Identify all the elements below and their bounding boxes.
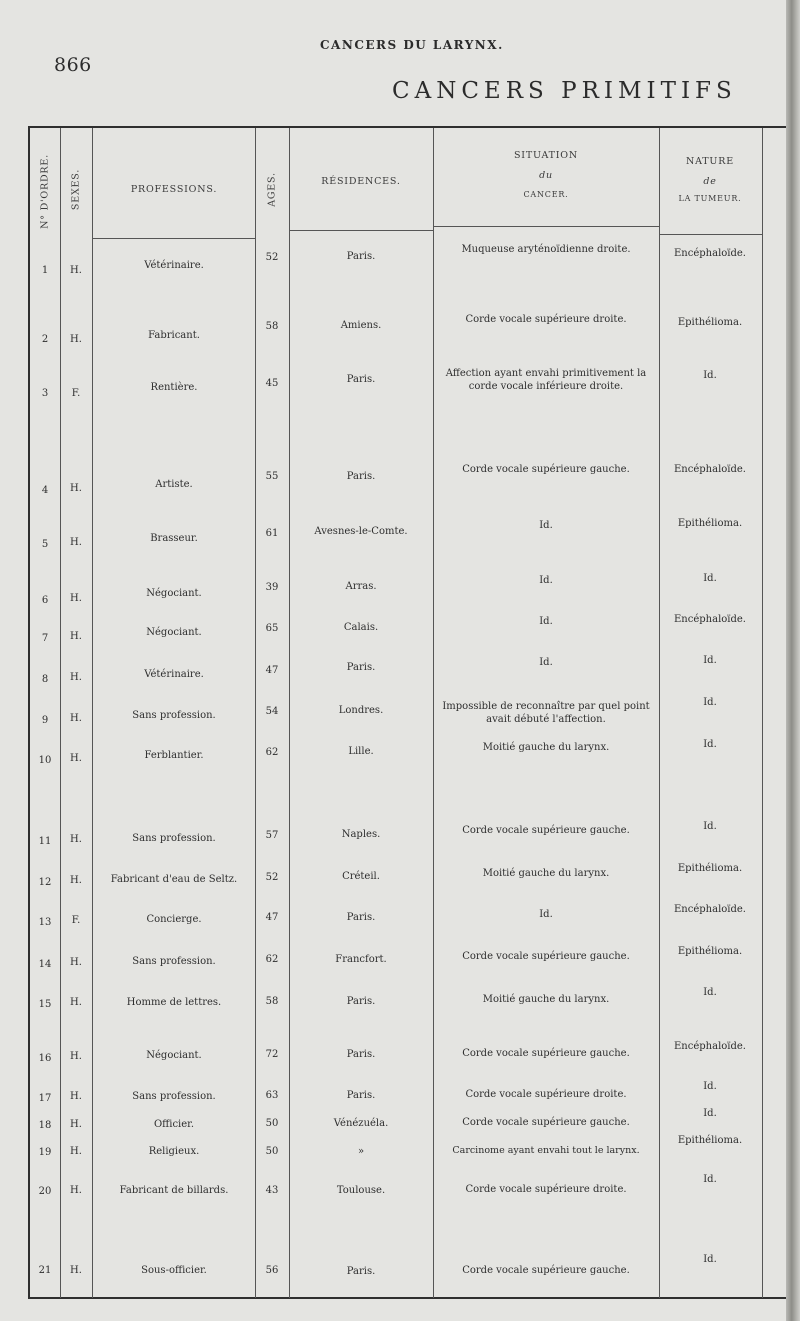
- row-residence: Avesnes-le-Comte.: [314, 526, 408, 537]
- header-nature-2: de: [703, 176, 717, 187]
- row-residence: Paris.: [346, 374, 376, 385]
- row-situation: Id.: [539, 520, 553, 531]
- row-number: 13: [38, 917, 52, 928]
- row-profession: Vétérinaire.: [144, 669, 204, 680]
- row-sex: H.: [70, 713, 82, 724]
- row-sex: H.: [70, 593, 82, 604]
- row-residence: Lille.: [348, 746, 374, 757]
- row-age: 55: [265, 471, 279, 482]
- row-nature: Epithélioma.: [677, 317, 743, 328]
- row-nature: Id.: [703, 1254, 717, 1265]
- row-profession: Sans profession.: [132, 833, 216, 844]
- row-nature: Id.: [703, 573, 717, 584]
- row-residence: Paris.: [346, 1049, 376, 1060]
- row-profession: Vétérinaire.: [144, 260, 204, 271]
- row-situation: Corde vocale supérieure gauche.: [462, 1117, 630, 1128]
- row-number: 20: [38, 1186, 52, 1197]
- row-profession: Sous-officier.: [141, 1265, 207, 1276]
- row-situation: Moitié gauche du larynx.: [482, 994, 610, 1005]
- row-profession: Négociant.: [146, 588, 202, 599]
- row-age: 47: [265, 665, 279, 676]
- row-profession: Fabricant.: [148, 330, 200, 341]
- section-title: CANCERS PRIMITIFS: [392, 78, 737, 104]
- row-number: 12: [38, 877, 52, 888]
- row-nature: Id.: [703, 1174, 717, 1185]
- header-situation-2: du: [539, 170, 553, 181]
- header-rule: [659, 234, 763, 235]
- row-number: 5: [41, 539, 49, 550]
- row-residence: Paris.: [346, 1090, 376, 1101]
- row-residence: Paris.: [346, 471, 376, 482]
- row-situation: Moitié gauche du larynx.: [482, 742, 610, 753]
- row-number: 7: [41, 633, 49, 644]
- row-profession: Religieux.: [148, 1146, 200, 1157]
- row-situation: Id.: [539, 909, 553, 920]
- row-sex: H.: [70, 1091, 82, 1102]
- row-age: 61: [265, 528, 279, 539]
- row-situation: Muqueuse aryténoïdienne droite.: [461, 244, 631, 255]
- row-situation: Corde vocale supérieure gauche.: [462, 1048, 630, 1059]
- row-age: 39: [265, 582, 279, 593]
- row-situation: Moitié gauche du larynx.: [482, 868, 610, 879]
- header-age: AGES.: [266, 172, 278, 207]
- row-profession: Rentière.: [150, 382, 198, 393]
- row-age: 43: [265, 1185, 279, 1196]
- row-age: 58: [265, 996, 279, 1007]
- row-profession: Brasseur.: [150, 533, 198, 544]
- row-residence: Paris.: [346, 996, 376, 1007]
- row-residence: Paris.: [346, 912, 376, 923]
- row-residence: Francfort.: [335, 954, 387, 965]
- row-nature: Id.: [703, 1081, 717, 1092]
- row-nature: Id.: [703, 655, 717, 666]
- header-residence: RÉSIDENCES.: [321, 176, 401, 187]
- row-nature: Epithélioma.: [677, 1135, 743, 1146]
- header-situation-1: SITUATION: [513, 150, 579, 161]
- row-sex: H.: [70, 957, 82, 968]
- row-residence: Naples.: [341, 829, 381, 840]
- row-number: 1: [41, 265, 49, 276]
- row-nature: Epithélioma.: [677, 863, 743, 874]
- row-residence: Paris.: [346, 1266, 376, 1277]
- row-sex: H.: [70, 265, 82, 276]
- row-number: 21: [38, 1265, 52, 1276]
- row-age: 54: [265, 706, 279, 717]
- row-age: 50: [265, 1118, 279, 1129]
- row-nature: Id.: [703, 987, 717, 998]
- row-sex: F.: [71, 915, 81, 926]
- row-situation: Corde vocale supérieure gauche.: [462, 951, 630, 962]
- row-age: 62: [265, 954, 279, 965]
- column-rule: [92, 128, 93, 1298]
- row-situation: Carcinome ayant envahi tout le larynx.: [452, 1145, 640, 1156]
- row-number: 19: [38, 1147, 52, 1158]
- row-residence: Arras.: [345, 581, 377, 592]
- row-number: 3: [41, 388, 49, 399]
- row-situation: Corde vocale supérieure gauche.: [462, 1265, 630, 1276]
- row-age: 45: [265, 378, 279, 389]
- row-situation: Corde vocale supérieure droite.: [465, 314, 627, 325]
- row-nature: Encéphaloïde.: [674, 1041, 746, 1052]
- row-number: 4: [41, 485, 49, 496]
- column-rule: [659, 128, 660, 1298]
- header-sex: SEXES.: [70, 168, 82, 211]
- row-nature: Id.: [703, 370, 717, 381]
- row-profession: Concierge.: [146, 914, 202, 925]
- row-residence: Londres.: [338, 705, 384, 716]
- row-sex: H.: [70, 875, 82, 886]
- header-number: N° D'ORDRE.: [39, 154, 51, 229]
- row-age: 52: [265, 252, 279, 263]
- row-number: 8: [41, 674, 49, 685]
- row-nature: Encéphaloïde.: [674, 904, 746, 915]
- row-profession: Homme de lettres.: [126, 997, 222, 1008]
- header-situation-3: CANCER.: [523, 190, 569, 199]
- row-sex: H.: [70, 334, 82, 345]
- header-profession: PROFESSIONS.: [130, 184, 218, 195]
- row-residence: Créteil.: [342, 871, 380, 882]
- row-residence: Toulouse.: [336, 1185, 386, 1196]
- row-number: 14: [38, 959, 52, 970]
- row-profession: Négociant.: [146, 627, 202, 638]
- row-age: 57: [265, 830, 279, 841]
- row-sex: H.: [70, 997, 82, 1008]
- row-sex: F.: [71, 388, 81, 399]
- row-number: 10: [38, 755, 52, 766]
- column-rule: [762, 128, 763, 1298]
- row-sex: H.: [70, 1119, 82, 1130]
- header-rule: [92, 238, 256, 239]
- row-residence: Amiens.: [340, 320, 382, 331]
- row-age: 65: [265, 623, 279, 634]
- book-gutter-edge: [786, 0, 800, 1321]
- row-profession: Fabricant de billards.: [119, 1185, 229, 1196]
- row-residence: Calais.: [343, 622, 379, 633]
- row-nature: Id.: [703, 697, 717, 708]
- row-age: 72: [265, 1049, 279, 1060]
- row-number: 2: [41, 334, 49, 345]
- row-situation: Id.: [539, 657, 553, 668]
- header-nature-1: NATURE: [686, 156, 734, 167]
- row-age: 52: [265, 872, 279, 883]
- row-sex: H.: [70, 753, 82, 764]
- row-number: 17: [38, 1093, 52, 1104]
- row-nature: Encéphaloïde.: [674, 464, 746, 475]
- row-nature: Id.: [703, 739, 717, 750]
- row-sex: H.: [70, 1185, 82, 1196]
- row-sex: H.: [70, 1051, 82, 1062]
- row-nature: Id.: [703, 821, 717, 832]
- row-situation: Affection ayant envahi primitivement la corde vocale inférieure droite.: [445, 368, 647, 392]
- row-situation: Corde vocale supérieure gauche.: [462, 825, 630, 836]
- row-sex: H.: [70, 537, 82, 548]
- row-nature: Id.: [703, 1108, 717, 1119]
- row-age: 50: [265, 1146, 279, 1157]
- row-profession: Sans profession.: [132, 1091, 216, 1102]
- header-rule: [289, 230, 434, 231]
- row-profession: Officier.: [153, 1119, 195, 1130]
- row-age: 56: [265, 1265, 279, 1276]
- row-number: 9: [41, 715, 49, 726]
- row-situation: Corde vocale supérieure gauche.: [462, 464, 630, 475]
- page-number: 866: [54, 54, 92, 76]
- row-number: 16: [38, 1053, 52, 1064]
- row-situation: Id.: [539, 616, 553, 627]
- row-nature: Epithélioma.: [677, 518, 743, 529]
- row-nature: Encéphaloïde.: [674, 248, 746, 259]
- header-rule: [433, 226, 660, 227]
- row-profession: Artiste.: [155, 479, 193, 490]
- row-residence: Vénézuéla.: [333, 1118, 389, 1129]
- row-sex: H.: [70, 672, 82, 683]
- row-profession: Fabricant d'eau de Seltz.: [110, 874, 238, 885]
- running-head: CANCERS DU LARYNX.: [320, 38, 504, 52]
- row-situation: Corde vocale supérieure droite.: [465, 1089, 627, 1100]
- row-profession: Ferblantier.: [144, 750, 204, 761]
- row-number: 15: [38, 999, 52, 1010]
- row-number: 18: [38, 1120, 52, 1131]
- row-nature: Encéphaloïde.: [674, 614, 746, 625]
- row-residence: »: [357, 1146, 365, 1157]
- row-sex: H.: [70, 631, 82, 642]
- row-situation: Impossible de reconnaître par quel point avait débuté l'affection.: [442, 701, 650, 725]
- row-nature: Epithélioma.: [677, 946, 743, 957]
- row-situation: Id.: [539, 575, 553, 586]
- row-age: 47: [265, 912, 279, 923]
- row-sex: H.: [70, 483, 82, 494]
- row-residence: Paris.: [346, 662, 376, 673]
- row-sex: H.: [70, 1265, 82, 1276]
- row-sex: H.: [70, 1146, 82, 1157]
- row-sex: H.: [70, 834, 82, 845]
- row-age: 58: [265, 321, 279, 332]
- row-profession: Sans profession.: [132, 956, 216, 967]
- row-profession: Sans profession.: [132, 710, 216, 721]
- header-nature-3: LA TUMEUR.: [678, 194, 742, 203]
- row-residence: Paris.: [346, 251, 376, 262]
- row-profession: Négociant.: [146, 1050, 202, 1061]
- row-number: 11: [38, 836, 52, 847]
- row-number: 6: [41, 595, 49, 606]
- row-age: 62: [265, 747, 279, 758]
- row-age: 63: [265, 1090, 279, 1101]
- row-situation: Corde vocale supérieure droite.: [465, 1184, 627, 1195]
